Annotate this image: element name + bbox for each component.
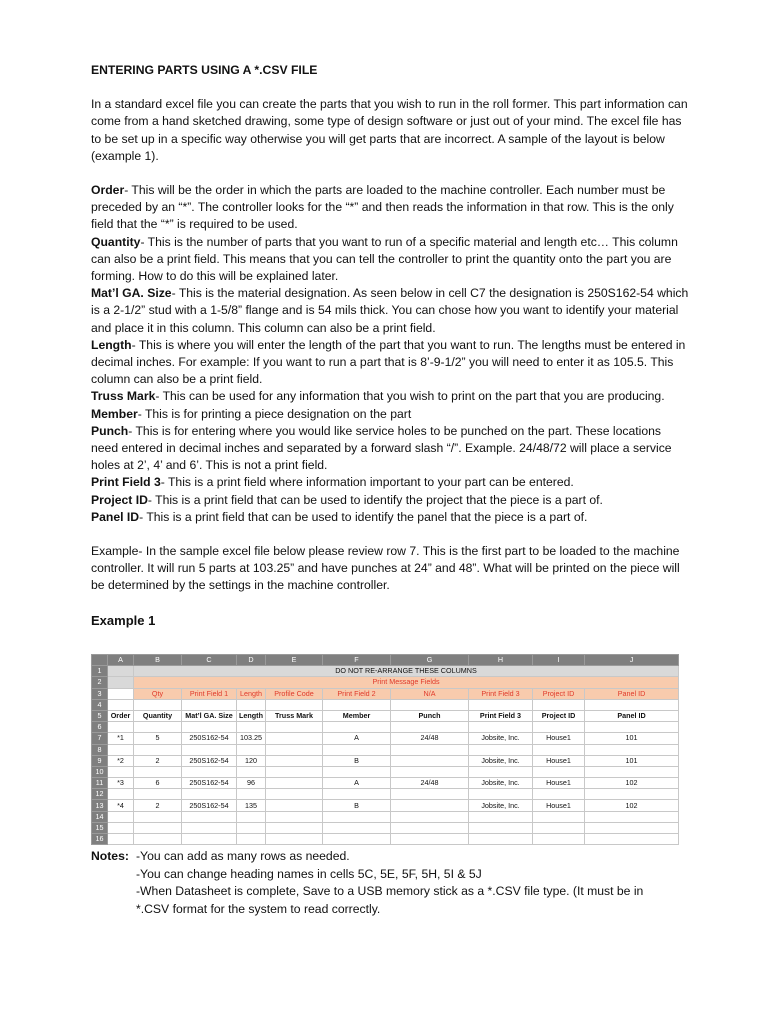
definition-text: - This can be used for any information that you wish to print on the part that you are producing. (155, 389, 665, 404)
data-cell[interactable]: 250S162-54 (182, 733, 237, 744)
column-letter-b[interactable]: B (134, 655, 182, 666)
document-title: ENTERING PARTS USING A *.CSV FILE (91, 63, 318, 77)
empty-cell[interactable] (182, 699, 237, 710)
row-number[interactable]: 2 (92, 677, 108, 688)
sheet-row (92, 666, 679, 677)
row-number[interactable]: 12 (92, 789, 108, 800)
column-heading-cell[interactable]: Panel ID (585, 710, 679, 721)
definition-text: - This is a print field where information important to your part can be entered. (160, 475, 574, 490)
field-type-cell[interactable]: Print Field 1 (182, 688, 237, 699)
data-cell[interactable]: 120 (237, 755, 266, 766)
row-number[interactable]: 1 (92, 666, 108, 677)
sheet-cell[interactable] (108, 666, 134, 677)
definition-panel-id (91, 509, 691, 526)
row-number[interactable]: 14 (92, 811, 108, 822)
column-heading-cell[interactable]: Order (108, 710, 134, 721)
definition-text: - This is the number of parts that you want to run of a specific material and length etc… This column can also be a print field. This means that you can tell the controller to print the quantity onto the part you are forming. How to do this will be explained later. (91, 234, 678, 284)
empty-cell[interactable] (134, 834, 182, 845)
empty-cell[interactable] (533, 744, 585, 755)
empty-cell[interactable] (585, 811, 679, 822)
empty-cell[interactable] (323, 834, 391, 845)
empty-cell[interactable] (533, 766, 585, 777)
column-heading-cell[interactable]: Print Field 3 (469, 710, 533, 721)
row-number[interactable]: 13 (92, 800, 108, 811)
definition-term: Project ID (91, 492, 148, 507)
field-type-cell[interactable]: Print Field 2 (323, 688, 391, 699)
notes-label: Notes: (91, 849, 129, 863)
empty-cell[interactable] (585, 699, 679, 710)
row-number[interactable]: 9 (92, 755, 108, 766)
empty-cell[interactable] (182, 811, 237, 822)
empty-cell[interactable] (533, 722, 585, 733)
data-cell[interactable]: House1 (533, 800, 585, 811)
empty-cell[interactable] (266, 811, 323, 822)
definition-term: Member (91, 406, 138, 421)
data-cell[interactable]: B (323, 755, 391, 766)
field-type-cell[interactable]: Qty (134, 688, 182, 699)
empty-cell[interactable] (182, 766, 237, 777)
empty-cell[interactable] (266, 789, 323, 800)
example-title: Example 1 (91, 612, 156, 628)
row-number[interactable]: 7 (92, 733, 108, 744)
definition-print-field-3 (91, 474, 691, 491)
sheet-row (92, 710, 679, 721)
data-cell[interactable]: 6 (134, 778, 182, 789)
sheet-row (92, 789, 679, 800)
empty-cell[interactable] (108, 822, 134, 833)
definition-material (91, 285, 691, 337)
definition-text: - This is where you will enter the length of the part that you want to run. The lengths must be entered in decimal inches. For example: If you want to run a part that is 8’-9-1/2” you will need to enter it as 105.5. This column can also be a print field. (91, 337, 686, 387)
row-number[interactable]: 16 (92, 834, 108, 845)
definition-order (91, 182, 691, 234)
definition-text: - This is for entering where you would like service holes to be punched on the part. These locations need entered in decimal inches and separated by a forward slash “/”. Example. 24/48/72 will place a service holes at 2’, 4’ and 6’. This is not a print field. (91, 423, 672, 473)
column-letter-j[interactable]: J (585, 655, 679, 666)
data-cell[interactable] (266, 755, 323, 766)
definition-term: Mat’l GA. Size (91, 286, 172, 301)
empty-cell[interactable] (585, 834, 679, 845)
definition-punch (91, 423, 691, 475)
column-letter-g[interactable]: G (391, 655, 469, 666)
empty-cell[interactable] (323, 722, 391, 733)
column-heading-cell[interactable]: Quantity (134, 710, 182, 721)
column-heading-cell[interactable]: Mat’l GA. Size (182, 710, 237, 721)
empty-cell[interactable] (266, 699, 323, 710)
empty-cell[interactable] (108, 834, 134, 845)
sheet-row (92, 811, 679, 822)
data-cell[interactable]: House1 (533, 778, 585, 789)
data-cell[interactable]: Jobsite, Inc. (469, 755, 533, 766)
data-cell[interactable]: 2 (134, 800, 182, 811)
empty-cell[interactable] (108, 699, 134, 710)
empty-cell[interactable] (469, 766, 533, 777)
sheet-row (92, 822, 679, 833)
column-heading-cell[interactable]: Truss Mark (266, 710, 323, 721)
empty-cell[interactable] (533, 811, 585, 822)
data-cell[interactable] (391, 800, 469, 811)
empty-cell[interactable] (585, 789, 679, 800)
definition-term: Quantity (91, 234, 141, 249)
definition-term: Panel ID (91, 509, 140, 524)
sheet-row (92, 834, 679, 845)
field-type-cell[interactable] (108, 688, 134, 699)
field-type-cell[interactable]: N/A (391, 688, 469, 699)
definition-truss-mark (91, 388, 691, 405)
empty-cell[interactable] (391, 744, 469, 755)
empty-cell[interactable] (182, 789, 237, 800)
empty-cell[interactable] (391, 699, 469, 710)
data-cell[interactable]: 24/48 (391, 733, 469, 744)
data-cell[interactable]: Jobsite, Inc. (469, 800, 533, 811)
data-cell[interactable]: House1 (533, 733, 585, 744)
empty-cell[interactable] (237, 722, 266, 733)
empty-cell[interactable] (323, 699, 391, 710)
data-cell[interactable]: 96 (237, 778, 266, 789)
data-cell[interactable]: 250S162-54 (182, 800, 237, 811)
empty-cell[interactable] (469, 789, 533, 800)
data-cell[interactable]: 102 (585, 778, 679, 789)
note-line: -When Datasheet is complete, Save to a USB memory stick as a *.CSV file type. (It must be in (136, 884, 644, 898)
data-cell[interactable]: 135 (237, 800, 266, 811)
definition-term: Print Field 3 (91, 475, 161, 490)
empty-cell[interactable] (391, 722, 469, 733)
definition-member (91, 406, 691, 423)
definition-text: - This is a print field that can be used to identify the project that the piece is a part of. (147, 492, 603, 507)
empty-cell[interactable] (182, 722, 237, 733)
column-letter-h[interactable]: H (469, 655, 533, 666)
empty-cell[interactable] (585, 722, 679, 733)
definition-length (91, 337, 691, 389)
row-number[interactable]: 5 (92, 710, 108, 721)
empty-cell[interactable] (134, 822, 182, 833)
sheet-row (92, 800, 679, 811)
empty-cell[interactable] (134, 744, 182, 755)
empty-cell[interactable] (108, 766, 134, 777)
example-paragraph: Example- In the sample excel file below please review row 7. This is the first part to be loaded to the machine controller. It will run 5 parts at 103.25” and have punches at 24” and 48”. What will be printed on the piece will be determined by the settings in the machine controller. (91, 544, 680, 593)
empty-cell[interactable] (469, 699, 533, 710)
data-cell[interactable]: 2 (134, 755, 182, 766)
empty-cell[interactable] (533, 834, 585, 845)
field-type-cell[interactable]: Panel ID (585, 688, 679, 699)
definition-term: Length (91, 337, 132, 352)
data-cell[interactable] (266, 733, 323, 744)
data-cell[interactable]: House1 (533, 755, 585, 766)
data-cell[interactable]: *1 (108, 733, 134, 744)
sheet-row (92, 699, 679, 710)
definitions-list (91, 182, 691, 526)
empty-cell[interactable] (585, 822, 679, 833)
empty-cell[interactable] (391, 834, 469, 845)
empty-cell[interactable] (108, 722, 134, 733)
sheet-row (92, 733, 679, 744)
definition-term: Truss Mark (91, 389, 156, 404)
empty-cell[interactable] (134, 789, 182, 800)
empty-cell[interactable] (108, 811, 134, 822)
sheet-row (92, 688, 679, 699)
empty-cell[interactable] (237, 789, 266, 800)
field-type-cell[interactable]: Project ID (533, 688, 585, 699)
empty-cell[interactable] (108, 789, 134, 800)
definition-term: Order (91, 183, 125, 198)
empty-cell[interactable] (533, 822, 585, 833)
notes-section (91, 848, 711, 918)
empty-cell[interactable] (391, 766, 469, 777)
print-message-fields-cell[interactable]: Print Message Fields (134, 677, 679, 688)
data-cell[interactable] (266, 778, 323, 789)
field-type-cell[interactable]: Print Field 3 (469, 688, 533, 699)
column-heading-cell[interactable]: Length (237, 710, 266, 721)
data-cell[interactable]: 24/48 (391, 778, 469, 789)
empty-cell[interactable] (533, 699, 585, 710)
row-number[interactable]: 6 (92, 722, 108, 733)
column-header-row (92, 655, 679, 666)
data-cell[interactable]: Jobsite, Inc. (469, 778, 533, 789)
data-cell[interactable]: 250S162-54 (182, 778, 237, 789)
definition-term: Punch (91, 423, 129, 438)
data-cell[interactable]: *4 (108, 800, 134, 811)
empty-cell[interactable] (237, 699, 266, 710)
row-number[interactable]: 8 (92, 744, 108, 755)
empty-cell[interactable] (469, 744, 533, 755)
data-cell[interactable]: B (323, 800, 391, 811)
empty-cell[interactable] (323, 766, 391, 777)
row-number[interactable]: 11 (92, 778, 108, 789)
empty-cell[interactable] (533, 789, 585, 800)
empty-cell[interactable] (108, 744, 134, 755)
empty-cell[interactable] (182, 744, 237, 755)
data-cell[interactable]: 101 (585, 755, 679, 766)
sheet-row (92, 722, 679, 733)
empty-cell[interactable] (469, 822, 533, 833)
empty-cell[interactable] (585, 744, 679, 755)
data-cell[interactable]: 250S162-54 (182, 755, 237, 766)
empty-cell[interactable] (266, 744, 323, 755)
definition-text: - This will be the order in which the parts are loaded to the machine controller. Each number must be preceded by an “*”. The controller looks for the “*” and then reads the information in that row. This is the only field that the “*” is required to be used. (91, 183, 674, 232)
data-cell[interactable]: 102 (585, 800, 679, 811)
data-cell[interactable]: 101 (585, 733, 679, 744)
data-cell[interactable]: *3 (108, 778, 134, 789)
data-cell[interactable] (266, 800, 323, 811)
empty-cell[interactable] (585, 766, 679, 777)
data-cell[interactable]: 103.25 (237, 733, 266, 744)
empty-cell[interactable] (323, 811, 391, 822)
empty-cell[interactable] (134, 722, 182, 733)
empty-cell[interactable] (391, 822, 469, 833)
banner-cell[interactable]: DO NOT RE-ARRANGE THESE COLUMNS (134, 666, 679, 677)
empty-cell[interactable] (266, 834, 323, 845)
empty-cell[interactable] (323, 789, 391, 800)
empty-cell[interactable] (134, 699, 182, 710)
definition-text: - This is for printing a piece designation on the part (137, 406, 412, 421)
column-letter-c[interactable]: C (182, 655, 237, 666)
definition-text: - This is a print field that can be used to identify the panel that the piece is a part of. (139, 509, 588, 524)
data-cell[interactable]: 5 (134, 733, 182, 744)
column-letter-a[interactable]: A (108, 655, 134, 666)
column-letter-e[interactable]: E (266, 655, 323, 666)
empty-cell[interactable] (134, 766, 182, 777)
column-letter-f[interactable]: F (323, 655, 391, 666)
empty-cell[interactable] (237, 766, 266, 777)
column-heading-cell[interactable]: Member (323, 710, 391, 721)
empty-cell[interactable] (237, 834, 266, 845)
data-cell[interactable]: Jobsite, Inc. (469, 733, 533, 744)
document-body (91, 62, 691, 631)
intro-paragraph: In a standard excel file you can create the parts that you wish to run in the roll former. This part information can come from a hand sketched drawing, some type of design software or just out of your mind. The excel file has to be set up in a specific way otherwise you will get parts that are incorrect. A sample of the layout is below (example 1). (91, 97, 688, 163)
empty-cell[interactable] (469, 811, 533, 822)
empty-cell[interactable] (237, 822, 266, 833)
empty-cell[interactable] (182, 822, 237, 833)
row-number[interactable]: 10 (92, 766, 108, 777)
row-number[interactable]: 15 (92, 822, 108, 833)
sheet-row (92, 755, 679, 766)
data-cell[interactable]: *2 (108, 755, 134, 766)
note-line: -You can change heading names in cells 5C, 5E, 5F, 5H, 5I & 5J (136, 866, 482, 881)
empty-cell[interactable] (237, 811, 266, 822)
empty-cell[interactable] (134, 811, 182, 822)
data-cell[interactable]: A (323, 733, 391, 744)
definition-quantity (91, 234, 691, 286)
sheet-row (92, 744, 679, 755)
empty-cell[interactable] (182, 834, 237, 845)
note-line: -You can add as many rows as needed. (136, 849, 350, 863)
field-type-cell[interactable]: Length (237, 688, 266, 699)
empty-cell[interactable] (469, 834, 533, 845)
column-letter-d[interactable]: D (237, 655, 266, 666)
sheet-row (92, 778, 679, 789)
empty-cell[interactable] (237, 744, 266, 755)
sheet-cell[interactable] (108, 677, 134, 688)
empty-cell[interactable] (391, 811, 469, 822)
row-number[interactable]: 3 (92, 688, 108, 699)
empty-cell[interactable] (323, 744, 391, 755)
row-number[interactable]: 4 (92, 699, 108, 710)
empty-cell[interactable] (266, 822, 323, 833)
definition-project-id (91, 492, 691, 509)
field-type-cell[interactable]: Profile Code (266, 688, 323, 699)
column-heading-cell[interactable]: Project ID (533, 710, 585, 721)
data-cell[interactable]: A (323, 778, 391, 789)
empty-cell[interactable] (266, 766, 323, 777)
select-all-corner[interactable] (92, 655, 108, 666)
sheet-row (92, 766, 679, 777)
data-cell[interactable] (391, 755, 469, 766)
column-letter-i[interactable]: I (533, 655, 585, 666)
note-line: *.CSV format for the system to read correctly. (136, 901, 381, 916)
definition-text: - This is the material designation. As seen below in cell C7 the designation is 250S162-54 which is a 2-1/2” stud with a 1-5/8” flange and is 54 mils thick. You can chose how you want to identify your material and place it in this column. This column can also be a print field. (91, 286, 689, 335)
empty-cell[interactable] (469, 722, 533, 733)
column-heading-cell[interactable]: Punch (391, 710, 469, 721)
empty-cell[interactable] (391, 789, 469, 800)
example-spreadsheet (91, 654, 679, 845)
empty-cell[interactable] (323, 822, 391, 833)
empty-cell[interactable] (266, 722, 323, 733)
sheet-row (92, 677, 679, 688)
